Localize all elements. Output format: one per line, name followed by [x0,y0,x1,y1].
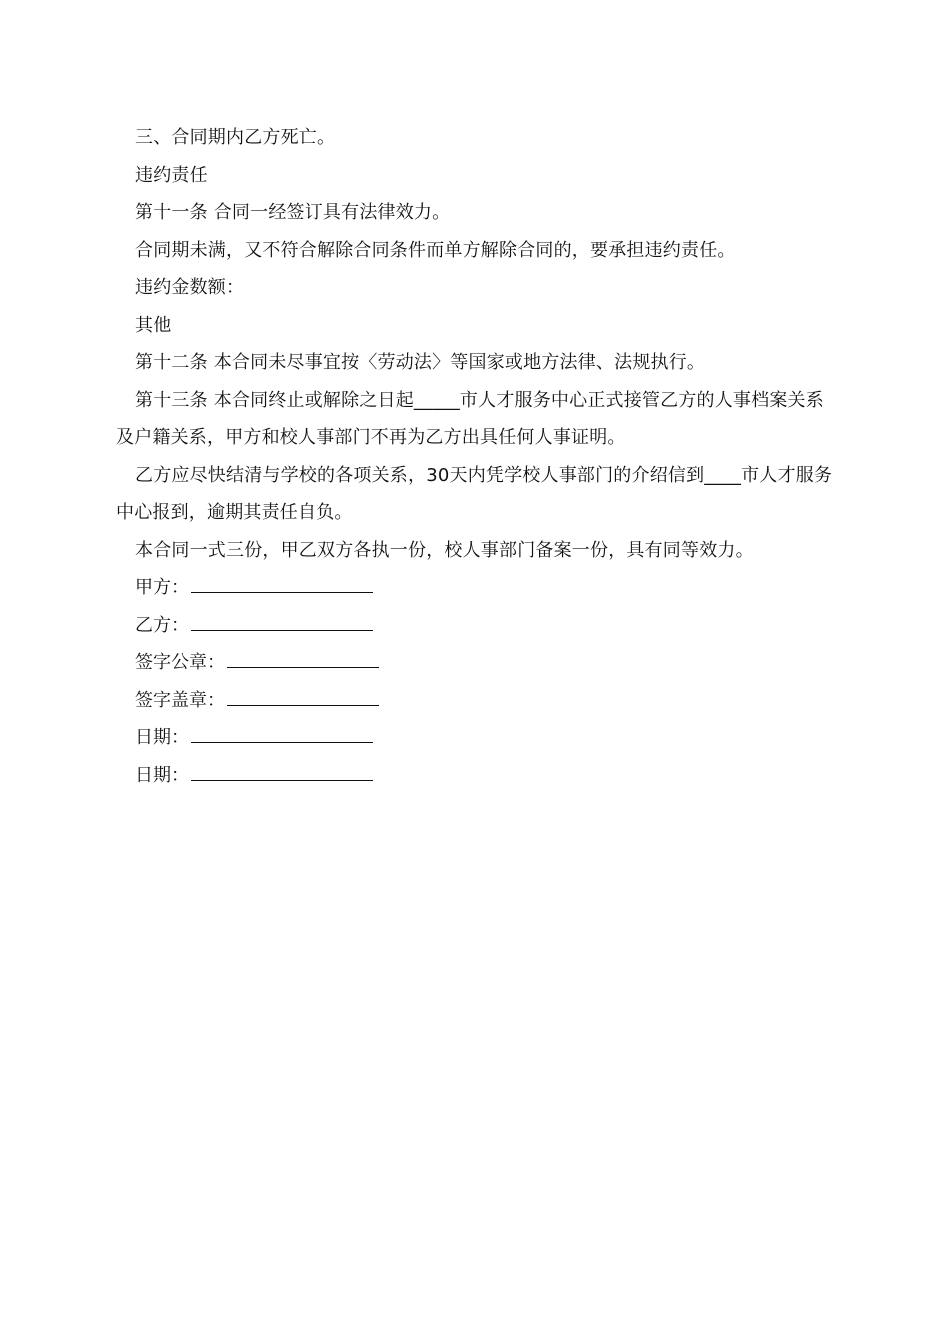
signature-label: 签字公章： [135,652,225,673]
paragraph-article-13: 第十三条 本合同终止或解除之日起_____市人才服务中心正式接管乙方的人事档案关系及户籍关系，甲方和校人事部门不再为乙方出具任何人事证明。 [116,389,824,448]
signature-blank-line [191,758,373,781]
signature-seal-public [116,644,838,682]
signature-party-a [116,569,838,607]
signature-blank-line [191,570,373,593]
signature-label: 日期： [135,764,189,786]
paragraph-settlement: 乙方应尽快结清与学校的各项关系，30天内凭学校人事部门的介绍信到____市人才服务中心报到，逾期其责任自负。 [116,464,833,523]
paragraph-copies: 本合同一式三份，甲乙双方各执一份，校人事部门备案一份，具有同等效力。 [135,539,754,561]
signature-blank-line [191,720,373,743]
signature-label: 甲方： [135,577,189,598]
signature-blank-line [227,683,379,706]
signature-label: 签字盖章： [135,689,225,711]
signature-party-b [116,607,838,645]
signature-seal-stamp [116,682,838,720]
section-heading-breach: 违约责任 [135,164,208,186]
signature-label: 乙方： [135,614,189,636]
signature-blank-line [191,608,373,631]
paragraph-article-11: 第十一条 合同一经签订具有法律效力。 [135,202,451,223]
signature-label: 日期： [135,727,189,748]
paragraph-article-12: 第十二条 本合同未尽事宜按〈劳动法〉等国家或地方法律、法规执行。 [135,352,706,373]
paragraph-clause-3: 三、合同期内乙方死亡。 [135,127,336,148]
paragraph-penalty-amount: 违约金数额： [135,277,245,298]
document-body [116,119,838,794]
signature-blank-line [227,645,379,668]
signature-date-2 [116,757,838,795]
signature-date-1 [116,719,838,757]
paragraph-breach-liability: 合同期未满，又不符合解除合同条件而单方解除合同的，要承担违约责任。 [135,239,736,261]
section-heading-other: 其他 [135,314,172,336]
